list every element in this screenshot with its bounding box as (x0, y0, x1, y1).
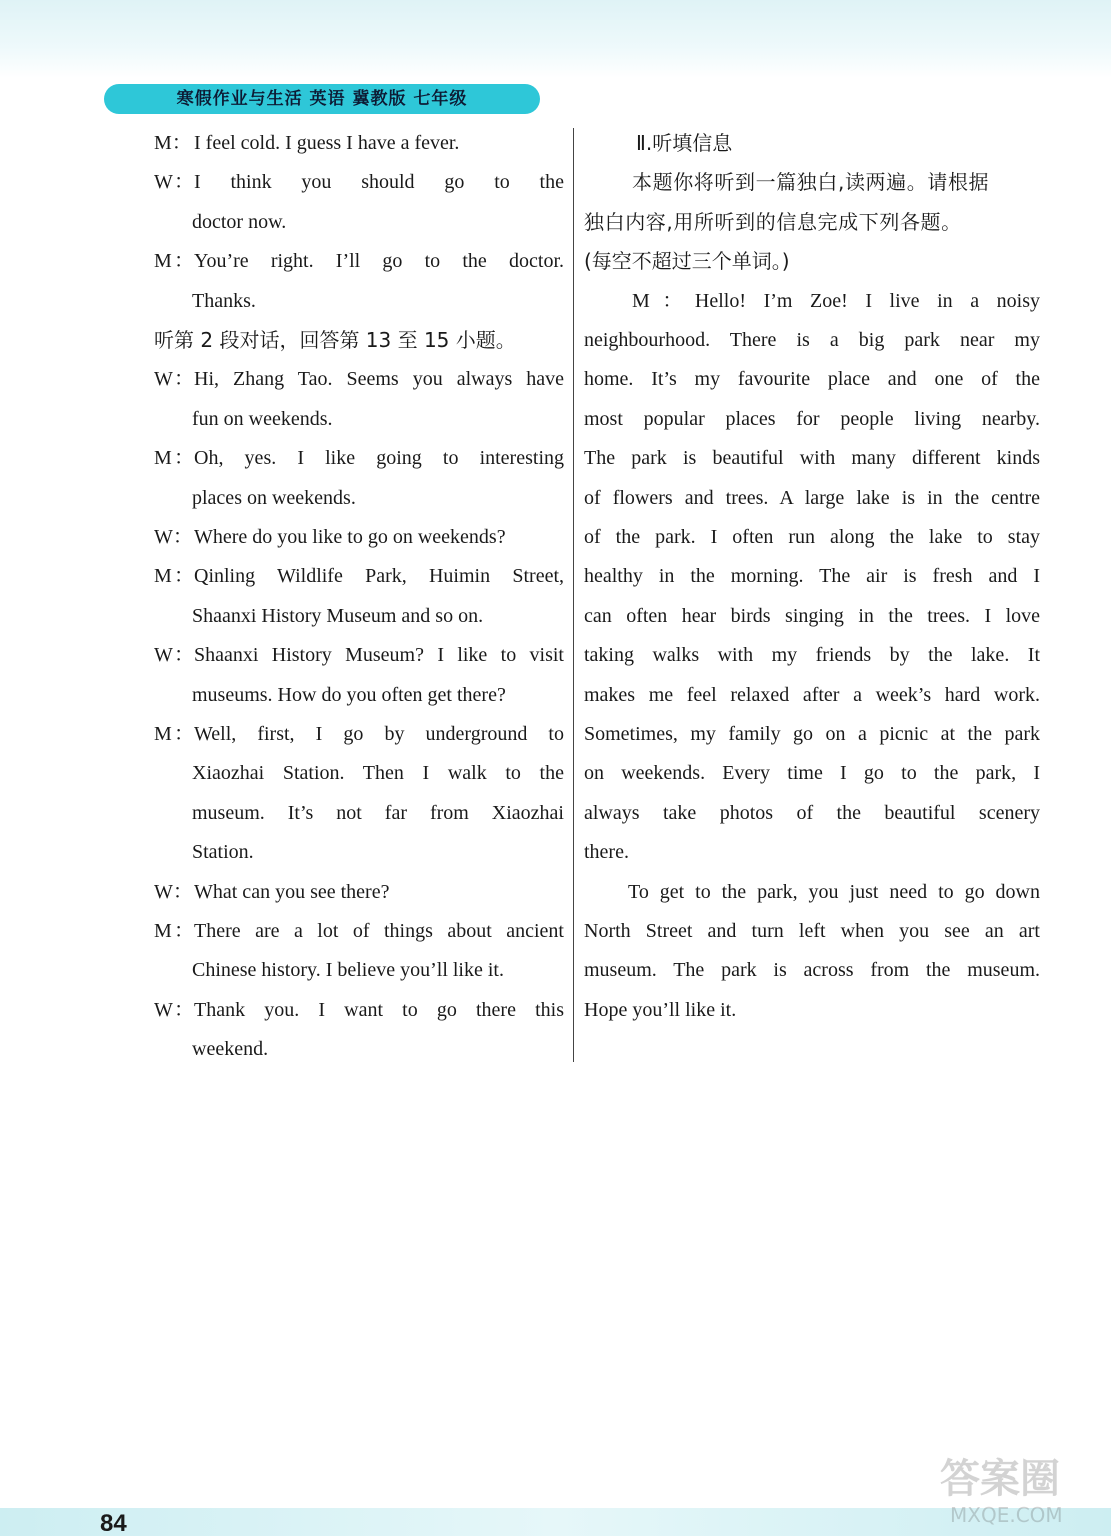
line-text: Thanks. (192, 289, 256, 312)
line-text: Chinese history. I believe you’ll like it. (192, 959, 504, 982)
dialogue-line (154, 557, 564, 596)
top-decorative-band (0, 0, 1111, 78)
dialogue-line (154, 242, 564, 281)
page-header-title: 寒假作业与生活 英语 冀教版 七年级 (104, 84, 540, 114)
passage-line: taking walks with my friends by the lake. It (584, 644, 1040, 667)
dialogue-line (154, 203, 564, 242)
line-text: What can you see there? (194, 880, 390, 903)
dialogue-line (154, 163, 564, 202)
passage-line: can often hear birds singing in the trees. I love (584, 604, 1040, 627)
passage-line: most popular places for people living nearby. (584, 407, 1040, 430)
line-text: Hi, Zhang Tao. Seems you always have (194, 368, 564, 391)
speaker-label: M： (154, 447, 194, 470)
passage-line: home. It’s my favourite place and one of the (584, 368, 1040, 391)
line-text: There are a lot of things about ancient (194, 919, 564, 942)
line-text: Qinling Wildlife Park, Huimin Street, (194, 565, 564, 588)
dialogue-line (154, 715, 564, 754)
instruction-line: 本题你将听到一篇独白,读两遍。请根据 (632, 170, 990, 195)
dialogue-column (154, 124, 564, 1070)
monologue-column (584, 124, 1040, 1030)
dialogue-line (154, 360, 564, 399)
dialogue-line (154, 794, 564, 833)
line-text: museums. How do you often get there? (192, 683, 506, 706)
section-title: Ⅱ.听填信息 (636, 131, 733, 155)
dialogue-line (154, 754, 564, 793)
passage-line: museum. The park is across from the museum. (584, 959, 1040, 982)
watermark-logo (930, 1440, 1100, 1530)
speaker-label: W： (154, 880, 193, 903)
monologue-paragraph-2 (584, 873, 1040, 1031)
line-text: Xiaozhai Station. Then I walk to the (192, 762, 564, 785)
passage-line: Sometimes, my family go on a picnic at the park (584, 722, 1040, 745)
passage-line: To get to the park, you just need to go down (628, 880, 1040, 903)
line-text: 听第 2 段对话，回答第 13 至 15 小题。 (154, 328, 516, 352)
passage-line: always take photos of the beautiful scenery (584, 801, 1040, 824)
line-text: Well, first, I go by underground to (194, 723, 564, 745)
line-text: Station. (192, 841, 254, 864)
line-text: museum. It’s not far from Xiaozhai (192, 801, 564, 824)
dialogue-line (154, 518, 564, 557)
speaker-label: W： (154, 171, 194, 194)
passage-line: neighbourhood. There is a big park near my (584, 329, 1040, 352)
line-text: Shaanxi History Museum? I like to visit (194, 644, 564, 667)
dialogue-line (154, 439, 564, 478)
passage-line: M：Hello! I’m Zoe! I live in a noisy (632, 289, 1040, 312)
line-text: doctor now. (192, 210, 287, 233)
line-text: weekend. (192, 1038, 269, 1061)
line-text: fun on weekends. (192, 407, 333, 430)
passage-line: makes me feel relaxed after a week’s hard work. (584, 683, 1040, 706)
speaker-label: M： (154, 565, 194, 588)
dialogue-line (154, 124, 564, 163)
dialogue-line (154, 991, 564, 1030)
passage-line: there. (584, 841, 629, 864)
passage-line: of the park. I often run along the lake to stay (584, 525, 1040, 548)
monologue-paragraph-1 (584, 282, 1040, 873)
passage-line: on weekends. Every time I go to the park, I (584, 762, 1040, 785)
speaker-label: M： (154, 919, 194, 942)
page-number: 84 (100, 1510, 127, 1537)
line-text: places on weekends. (192, 486, 356, 509)
line-text: You’re right. I’ll go to the doctor. (194, 250, 564, 273)
line-text: I feel cold. I guess I have a fever. (194, 132, 460, 154)
passage-line: of flowers and trees. A large lake is in the centre (584, 486, 1040, 509)
speaker-label: W： (154, 526, 193, 548)
passage-line: Hope you’ll like it. (584, 998, 737, 1021)
speaker-label: M： (154, 250, 194, 273)
dialogue-line (154, 282, 564, 321)
speaker-label: W： (154, 644, 194, 667)
line-text: Where do you like to go on weekends? (194, 526, 506, 548)
dialogue-instruction (154, 321, 564, 360)
speaker-label: M： (154, 723, 194, 745)
speaker-label: W： (154, 368, 194, 391)
line-text: I think you should go to the (194, 171, 564, 194)
line-text: Oh, yes. I like going to interesting (194, 447, 564, 470)
watermark-subtext: MXQE.COM (950, 1503, 1063, 1527)
instruction-line: (每空不超过三个单词。) (584, 249, 790, 274)
dialogue-line (154, 951, 564, 990)
dialogue-line (154, 833, 564, 872)
instruction-line: 独白内容,用所听到的信息完成下列各题。 (584, 209, 962, 234)
speaker-label: M： (154, 132, 192, 154)
line-text: Thank you. I want to go there this (194, 998, 564, 1021)
watermark-text: 答案圈 (940, 1456, 1060, 1502)
passage-line: The park is beautiful with many different kinds (584, 447, 1040, 470)
passage-line: North Street and turn left when you see an art (584, 919, 1040, 942)
dialogue-line (154, 676, 564, 715)
dialogue-line (154, 479, 564, 518)
column-divider (573, 128, 574, 1062)
passage-line: healthy in the morning. The air is fresh and I (584, 565, 1040, 588)
dialogue-line (154, 912, 564, 951)
dialogue-line (154, 1030, 564, 1069)
speaker-label: W： (154, 998, 194, 1021)
dialogue-line (154, 636, 564, 675)
line-text: Shaanxi History Museum and so on. (192, 604, 484, 627)
dialogue-line (154, 873, 564, 912)
dialogue-line (154, 400, 564, 439)
dialogue-line (154, 597, 564, 636)
